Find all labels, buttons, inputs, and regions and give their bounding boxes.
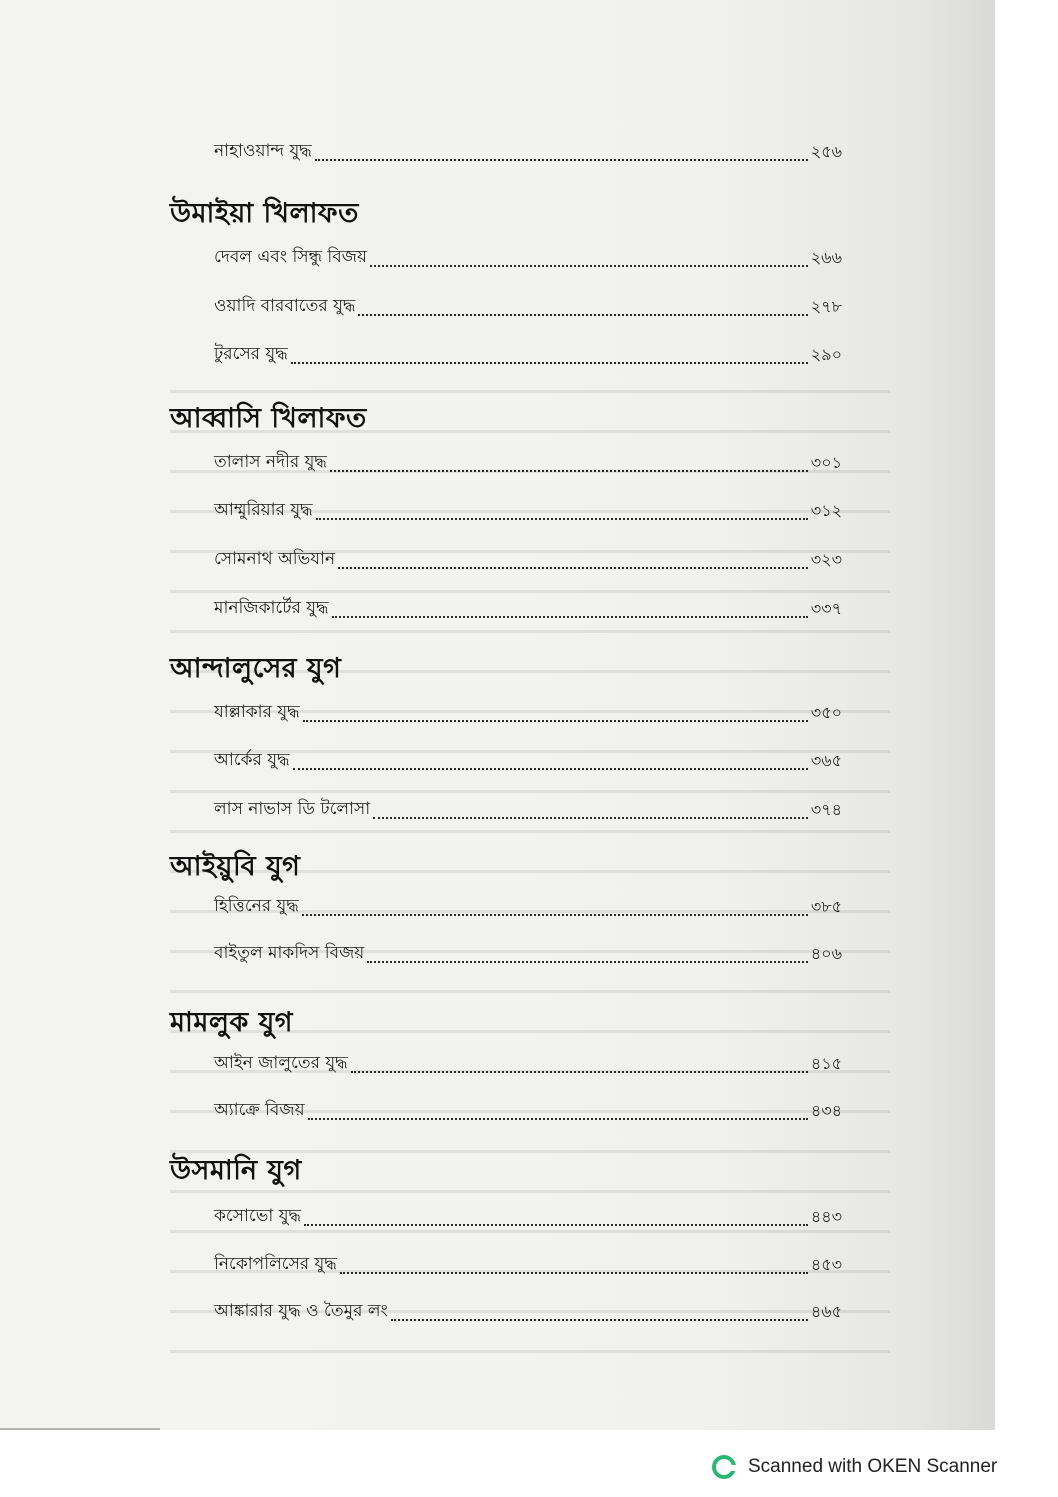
toc-entry[interactable]	[214, 1298, 842, 1326]
dot-leader	[293, 768, 808, 770]
dot-leader	[370, 265, 808, 267]
toc-entry-page: ২৭৮	[810, 297, 842, 316]
toc-entry-title: বাইতুল মাকদিস বিজয়	[214, 943, 365, 963]
toc-entry-page: ৩৬৫	[810, 751, 842, 770]
toc-entry[interactable]	[214, 293, 842, 321]
toc-entry-title: সোমনাথ অভিযান	[214, 549, 336, 569]
toc-entry-page: ৩৩৭	[810, 599, 842, 618]
dot-leader	[304, 1224, 808, 1226]
toc-entry-title: কসোভো যুদ্ধ	[214, 1206, 301, 1226]
dot-leader	[308, 1118, 808, 1120]
dot-leader	[303, 720, 808, 722]
toc-entry-title: অ্যাক্রে বিজয়	[214, 1100, 305, 1120]
toc-entry-page: ৪০৬	[810, 944, 842, 963]
toc-entry-page: ২৯০	[810, 345, 842, 364]
toc-entry-title: যাল্লাকার যুদ্ধ	[214, 702, 300, 722]
dot-leader	[340, 1272, 808, 1274]
dot-leader	[338, 567, 808, 569]
section-heading: আব্বাসি খিলাফত	[170, 403, 367, 434]
dot-leader	[315, 159, 808, 161]
oken-logo-icon	[712, 1455, 736, 1479]
toc-entry-title: আইন জালুতের যুদ্ধ	[214, 1053, 348, 1073]
toc-entry[interactable]	[214, 1050, 842, 1078]
toc-entry[interactable]	[214, 940, 842, 968]
dot-leader	[373, 817, 808, 819]
toc-entry[interactable]	[214, 893, 842, 921]
toc-entry[interactable]	[214, 497, 842, 525]
toc-entry-title: হিত্তিনের যুদ্ধ	[214, 896, 299, 916]
toc-entry[interactable]	[214, 138, 842, 166]
toc-entry-page: ৩২৩	[810, 550, 842, 569]
toc-entry-title: লাস নাভাস ডি টলোসা	[214, 799, 371, 819]
toc-entry[interactable]	[214, 449, 842, 477]
toc-entry[interactable]	[214, 244, 842, 272]
dot-leader	[351, 1071, 808, 1073]
dot-leader	[367, 961, 807, 963]
dot-leader	[291, 362, 808, 364]
dot-leader	[316, 518, 808, 520]
toc-entry-title: টুরসের যুদ্ধ	[214, 344, 288, 364]
toc-entry-page: ৪৪৩	[810, 1207, 842, 1226]
section-heading: আইয়ুবি যুগ	[170, 851, 301, 882]
toc-entry[interactable]	[214, 747, 842, 775]
toc-entry-title: মানজিকার্টের যুদ্ধ	[214, 598, 329, 618]
toc-entry-page: ৩৮৫	[810, 897, 842, 916]
section-heading: মামলুক যুগ	[170, 1007, 293, 1038]
section-heading: উসমানি যুগ	[170, 1155, 302, 1186]
toc-entry-page: ৪৫৩	[810, 1255, 842, 1274]
toc-entry-page: ৪১৫	[810, 1054, 842, 1073]
toc-entry[interactable]	[214, 1203, 842, 1231]
toc-entry-title: আর্কের যুদ্ধ	[214, 750, 290, 770]
toc-entry[interactable]	[214, 699, 842, 727]
toc-entry[interactable]	[214, 796, 842, 824]
toc-entry-page: ২৬৬	[810, 248, 842, 267]
dot-leader	[330, 470, 808, 472]
dot-leader	[302, 914, 808, 916]
toc-entry-page: ২৫৬	[810, 142, 842, 161]
toc-entry[interactable]	[214, 595, 842, 623]
scanner-watermark-text: Scanned with OKEN Scanner	[748, 1456, 998, 1477]
dot-leader	[391, 1319, 808, 1321]
toc-entry-title: দেবল এবং সিন্ধু বিজয়	[214, 247, 367, 267]
toc-entry-title: নিকোপলিসের যুদ্ধ	[214, 1254, 337, 1274]
toc-entry[interactable]	[214, 1251, 842, 1279]
section-heading: উমাইয়া খিলাফত	[170, 198, 359, 229]
toc-entry[interactable]	[214, 546, 842, 574]
toc-entry[interactable]	[214, 1097, 842, 1125]
scanner-watermark	[712, 1453, 997, 1481]
toc-entry-title: তালাস নদীর যুদ্ধ	[214, 452, 327, 472]
toc-entry-title: ওয়াদি বারবাতের যুদ্ধ	[214, 296, 356, 316]
toc-entry-page: ৩৫০	[810, 703, 842, 722]
toc-entry-title: আঙ্কারার যুদ্ধ ও তৈমুর লং	[214, 1301, 388, 1321]
toc-entry-page: ৩৭৪	[810, 800, 842, 819]
toc-entry-page: ৪৬৫	[810, 1302, 842, 1321]
section-heading: আন্দালুসের যুগ	[170, 653, 342, 684]
dot-leader	[358, 314, 807, 316]
toc-entry-page: ৪৩৪	[810, 1101, 842, 1120]
dot-leader	[332, 616, 808, 618]
toc-entry-page: ৩০১	[810, 453, 842, 472]
toc-entry-title: নাহাওয়ান্দ যুদ্ধ	[214, 141, 312, 161]
toc-entry-title: আম্মুরিয়ার যুদ্ধ	[214, 500, 313, 520]
toc-entry-page: ৩১২	[810, 501, 842, 520]
toc-entry[interactable]	[214, 341, 842, 369]
